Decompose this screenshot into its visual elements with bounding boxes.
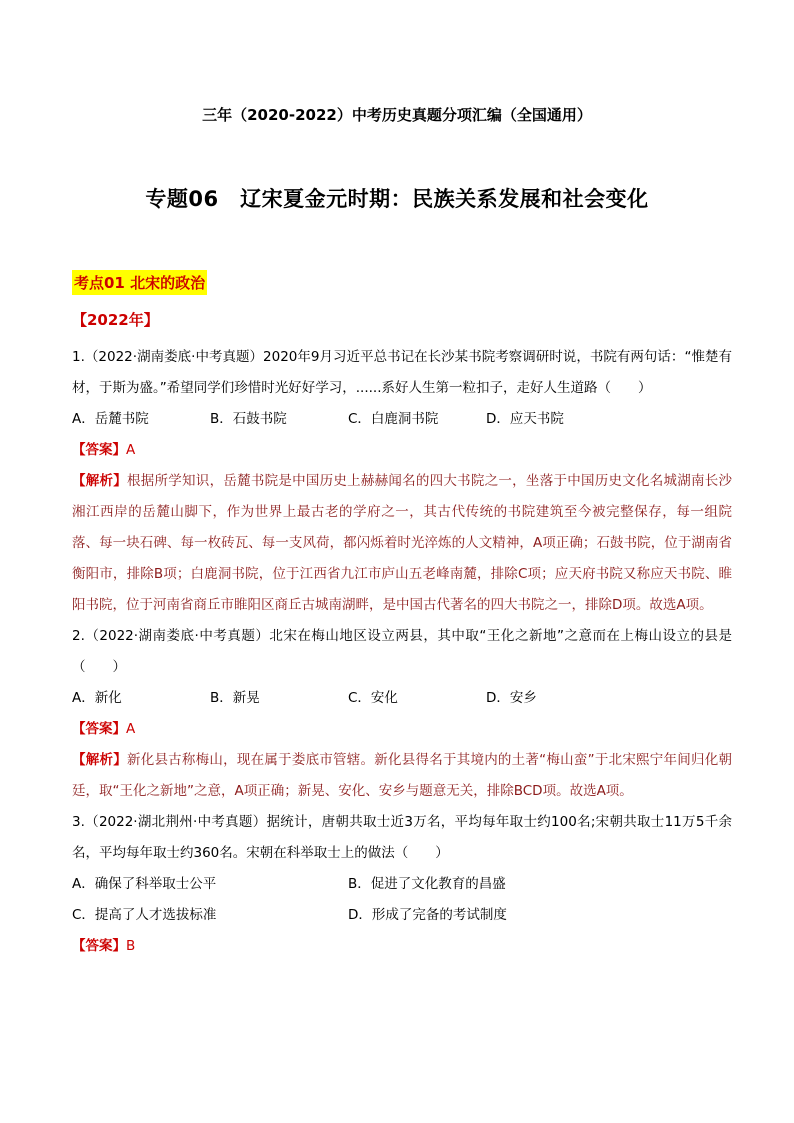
explanation-label: 【解析】 [72,473,128,489]
option-c: C．安化 [348,690,398,706]
option-a: A．新化 [72,690,122,706]
answer-value: A [126,442,136,458]
question-stem: 1.（2022·湖南娄底·中考真题）2020年9月习近平总书记在长沙某书院考察调研时说，书院有两句话：“惟楚有材，于斯为盛。”希望同学们珍惜时光好好学习，......系好人生第一粒扣子，走好人生道路（ ） [72,349,732,396]
answer-line [72,931,732,962]
option-c: C．提高了人才选拔标准 [72,907,217,923]
explanation-text: 根据所学知识，岳麓书院是中国历史上赫赫闻名的四大书院之一，坐落于中国历史文化名城湖南长沙湘江西岸的岳麓山脚下，作为世界上最古老的学府之一，其古代传统的书院建筑至今被完整保存，每一组院落、每一块石碑、每一枚砖瓦、每一支风荷，都闪烁着时光淬炼的人文精神，A项正确；石鼓书院，位于湖南省衡阳市，排除B项；白鹿洞书院，位于江西省九江市庐山五老峰南麓，排除C项；应天府书院又称应天书院、睢阳书院，位于河南省商丘市睢阳区商丘古城南湖畔，是中国古代著名的四大书院之一，排除D项。故选A项。 [72,473,733,613]
question-options [72,404,732,435]
answer-label: 【答案】 [72,442,126,458]
document-title: 专题06 辽宋夏金元时期：民族关系发展和社会变化 [145,187,649,211]
answer-line [72,714,732,745]
document-content [72,270,732,962]
answer-value: A [126,721,136,737]
answer-value: B [126,938,136,954]
option-a: A．岳麓书院 [72,411,149,427]
option-b: B．促进了文化教育的昌盛 [348,876,506,892]
document-subtitle: 三年（2020-2022）中考历史真题分项汇编（全国通用） [202,106,592,124]
question-stem: 2.（2022·湖南娄底·中考真题）北宋在梅山地区设立两县，其中取“王化之新地”之意而在上梅山设立的县是（ ） [72,628,732,675]
option-d: D．应天书院 [486,411,564,427]
explanation [72,466,732,621]
answer-label: 【答案】 [72,721,126,737]
question-stem: 3.（2022·湖北荆州·中考真题）据统计，唐朝共取士近3万名，平均每年取士约100名;宋朝共取士11万5千余名，平均每年取士约360名。宋朝在科举取士上的做法（ ） [72,814,732,861]
explanation [72,745,732,807]
explanation-text: 新化县古称梅山，现在属于娄底市管辖。新化县得名于其境内的土著“梅山蛮”于北宋熙宁年间归化朝廷，取“王化之新地”之意，A项正确；新晃、安化、安乡与题意无关，排除BCD项。故选A项。 [72,752,732,799]
option-b: B．新晃 [210,690,260,706]
answer-line [72,435,732,466]
question-options [72,869,732,931]
answer-label: 【答案】 [72,938,126,954]
section-heading: 考点01 北宋的政治 [72,270,207,295]
option-c: C．白鹿洞书院 [348,411,439,427]
question-options [72,683,732,714]
explanation-label: 【解析】 [72,752,127,768]
option-d: D．形成了完备的考试制度 [348,907,507,923]
year-heading: 【2022年】 [72,311,159,329]
option-d: D．安乡 [486,690,537,706]
option-a: A．确保了科举取士公平 [72,876,217,892]
option-b: B．石鼓书院 [210,411,287,427]
